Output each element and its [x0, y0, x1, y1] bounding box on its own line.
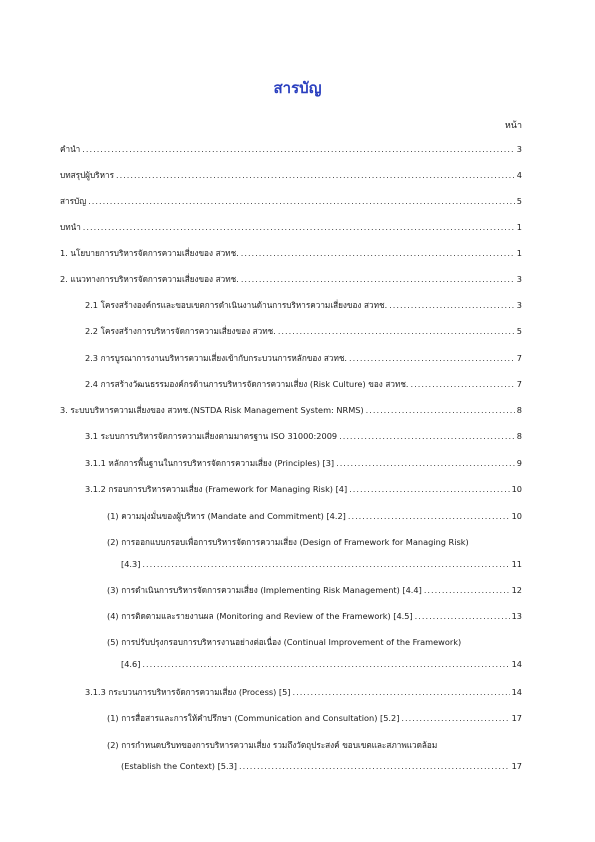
toc-entry-page: 1 [516, 222, 522, 232]
toc-entry-label: [4.3] [121, 559, 141, 569]
toc-entry-page: 10 [511, 484, 522, 494]
toc-entry-page: 14 [511, 659, 522, 669]
toc-entry-page: 12 [511, 585, 522, 595]
toc-entry[interactable] [85, 323, 522, 337]
toc-entry-page: 3 [516, 274, 522, 284]
toc-entry-page: 5 [516, 326, 522, 336]
toc-entry-label[interactable]: (2) การกำหนดบริบทของการบริหารความเสี่ยง รวมถึงวัตถุประสงค์ ขอบเขตและสภาพแวดล้อม [107, 740, 438, 750]
toc-entry[interactable] [107, 608, 522, 622]
toc-entry[interactable] [60, 167, 522, 181]
toc-entry-label: (4) การติดตามและรายงานผล (Monitoring and Review of the Framework) [4.5] [107, 611, 413, 621]
toc-entry[interactable] [121, 556, 522, 570]
toc-entry[interactable] [85, 684, 522, 698]
toc-entry-label: สารบัญ [60, 196, 87, 206]
toc-entry-label: 1. นโยบายการบริหารจัดการความเสี่ยงของ สวทช. [60, 248, 239, 258]
toc-entry[interactable] [107, 508, 522, 522]
toc-entry-page: 8 [516, 405, 522, 415]
toc-entry-label: 3.1 ระบบการบริหารจัดการความเสี่ยงตามมาตรฐาน ISO 31000:2009 [85, 431, 338, 441]
toc-entry-page: 9 [516, 458, 522, 468]
toc-entry[interactable] [85, 350, 522, 364]
toc-entry-label: 2.3 การบูรณาการงานบริหารความเสี่ยงเข้ากับกระบวนการหลักของ สวทช. [85, 353, 348, 363]
toc-entry-label: (3) การดำเนินการบริหารจัดการความเสี่ยง (Implementing Risk Management) [4.4] [107, 585, 422, 595]
toc-entry[interactable] [60, 245, 522, 259]
toc-entry-label: (1) ความมุ่งมั่นของผู้บริหาร (Mandate and Commitment) [4.2] [107, 511, 346, 521]
toc-entry[interactable] [85, 297, 522, 311]
toc-entry-page: 3 [516, 300, 522, 310]
toc-entry-page: 17 [511, 761, 522, 771]
toc-entry-label: 2. แนวทางการบริหารจัดการความเสี่ยงของ สวทช. [60, 274, 239, 284]
toc-entry-label: (1) การสื่อสารและการให้คำปรึกษา (Communication and Consultation) [5.2] [107, 713, 400, 723]
toc-entry[interactable] [121, 656, 522, 670]
toc-entry-label: 3. ระบบบริหารความเสี่ยงของ สวทช.(NSTDA Risk Management System: NRMS) [60, 405, 364, 415]
toc-entry-label: [4.6] [121, 659, 141, 669]
toc-entry-label: คำนำ [60, 144, 81, 154]
toc-entry-page: 1 [516, 248, 522, 258]
toc-entry-page: 10 [511, 511, 522, 521]
toc-entry-label[interactable]: (2) การออกแบบกรอบเพื่อการบริหารจัดการความเสี่ยง (Design of Framework for Managing Risk) [107, 537, 469, 547]
toc-entry-label[interactable]: (5) การปรับปรุงกรอบการบริหารงานอย่างต่อเนื่อง (Continual Improvement of the Framework) [107, 637, 462, 647]
toc-entry[interactable] [60, 219, 522, 233]
toc-entry-label: 2.4 การสร้างวัฒนธรรมองค์กรด้านการบริหารจัดการความเสี่ยง (Risk Culture) ของ สวทช. [85, 379, 409, 389]
toc-entry[interactable] [107, 710, 522, 724]
toc-entry-page: 13 [511, 611, 522, 621]
toc-entry[interactable] [85, 481, 522, 495]
toc-entry-label: บทสรุปผู้บริหาร [60, 170, 114, 180]
toc-entry-label: 3.1.2 กรอบการบริหารความเสี่ยง (Framework for Managing Risk) [4] [85, 484, 348, 494]
page-title: สารบัญ [273, 79, 322, 97]
toc-entry[interactable] [85, 455, 522, 469]
toc-entry-page: 7 [516, 353, 522, 363]
toc-entry-page: 7 [516, 379, 522, 389]
toc-entry-page: 11 [511, 559, 522, 569]
toc-entry[interactable] [60, 271, 522, 285]
toc-entry-label: 2.2 โครงสร้างการบริหารจัดการความเสี่ยงของ สวทช. [85, 326, 276, 336]
toc-entry-label: 2.1 โครงสร้างองค์กรและขอบเขตการดำเนินงานด้านการบริหารความเสี่ยงของ สวทช. [85, 300, 388, 310]
toc-entry-page: 14 [511, 687, 522, 697]
toc-entry-page: 17 [511, 713, 522, 723]
toc-entry[interactable] [107, 582, 522, 596]
toc-entry-page: 8 [516, 431, 522, 441]
toc-entry-label: (Establish the Context) [5.3] [121, 761, 237, 771]
toc-entry-page: 5 [516, 196, 522, 206]
toc-entry[interactable] [60, 141, 522, 155]
toc-entry-page: 3 [516, 144, 522, 154]
page-column-header: หน้า [504, 121, 522, 131]
toc-entry[interactable] [121, 758, 522, 772]
toc-entry-label: บทนำ [60, 222, 81, 232]
toc-entry[interactable] [85, 376, 522, 390]
toc-entry-page: 4 [516, 170, 522, 180]
toc-entry[interactable] [60, 193, 522, 207]
toc-entry[interactable] [60, 402, 522, 416]
toc-entry[interactable] [85, 428, 522, 442]
toc-entry-label: 3.1.3 กระบวนการบริหารจัดการความเสี่ยง (Process) [5] [85, 687, 291, 697]
toc-entry-label: 3.1.1 หลักการพื้นฐานในการบริหารจัดการความเสี่ยง (Principles) [3] [85, 458, 335, 468]
